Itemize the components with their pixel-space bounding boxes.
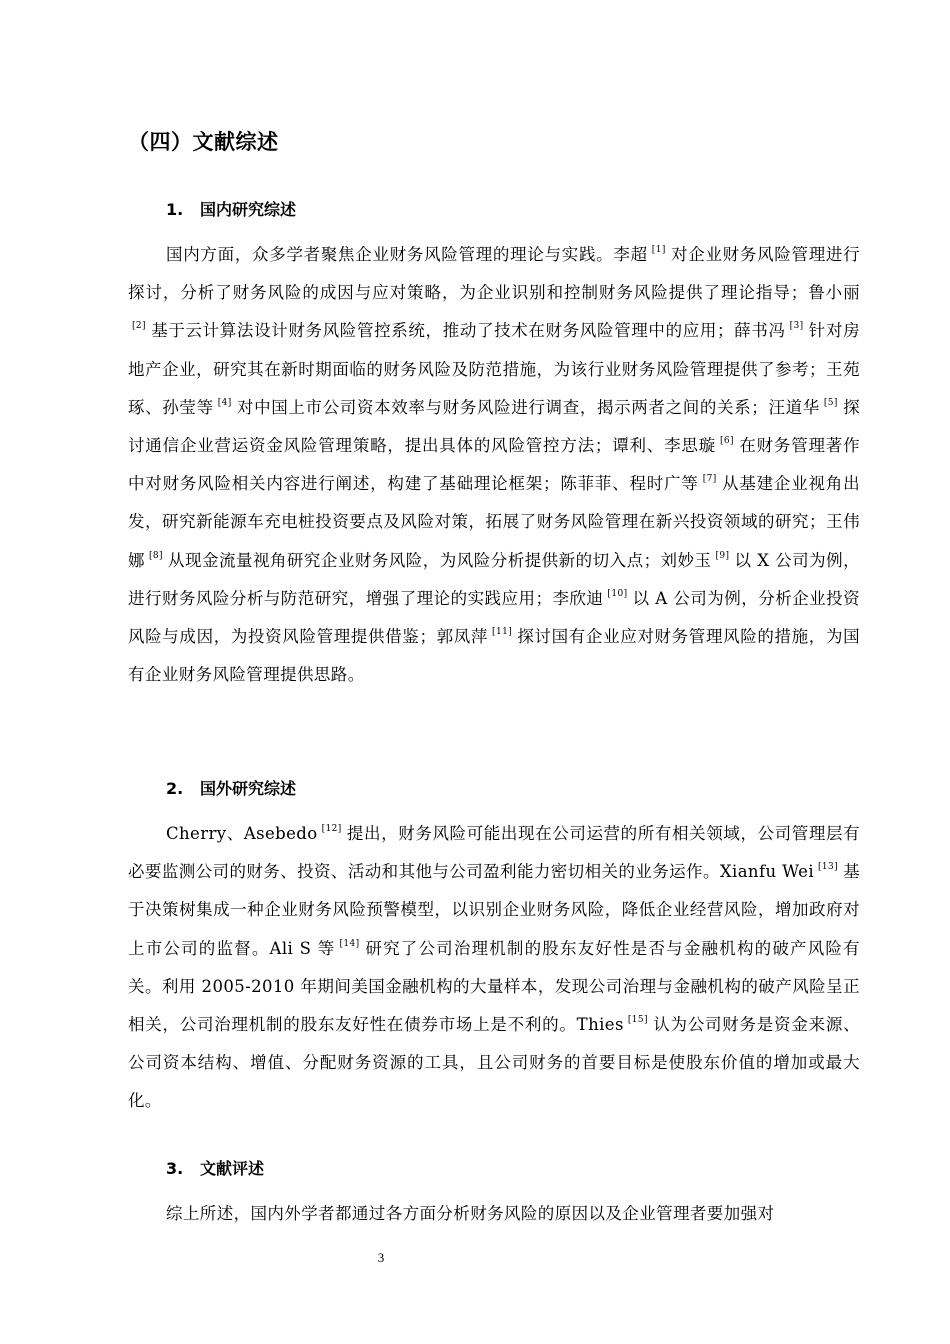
subheading-title: 文献评述 <box>200 1159 265 1178</box>
citation-marker: [1] <box>651 245 666 255</box>
subheading-literature-review <box>166 1156 264 1182</box>
citation-marker: [8] <box>148 550 163 561</box>
paragraph-text: 以 X 公司为例，进行财务风险分析与防范研究，增强了理论的实践应用；李欣迪 <box>128 550 860 608</box>
paragraph-text: 研究了公司治理机制的股东友好性是否与金融机构的破产风险有关。利用 2005-2010 年期间美国金融机构的大量样本，发现公司治理与金融机构的破产风险呈正相关，公司治理机制的股东友好性在债券市场上是不利的。Thies <box>128 938 861 1035</box>
paragraph-text: 从现金流量视角研究企业财务风险，为风险分析提供新的切入点；刘妙玉 <box>167 550 712 570</box>
citation-marker: [7] <box>702 474 717 485</box>
subheading-number: 1. <box>166 200 184 219</box>
subheading-number: 2. <box>166 779 184 798</box>
paragraph-text: 探讨通信企业营运资金风险管理策略，提出具体的风险管控方法；谭利、李思璇 <box>128 397 860 456</box>
citation-marker: [9] <box>715 550 730 561</box>
subheading-title: 国内研究综述 <box>200 200 297 219</box>
paragraph-text: 综上所述，国内外学者都通过各方面分析财务风险的原因以及企业管理者要加强对 <box>166 1204 775 1223</box>
subheading-domestic <box>166 197 296 223</box>
citation-marker: [5] <box>823 397 838 408</box>
citation-marker: [2] <box>132 321 146 332</box>
paragraph-text: 对企业财务风险管理进行探讨，分析了财务风险的成因与应对策略，为企业识别和控制财务风险提供了理论指导；鲁小丽 <box>128 245 861 303</box>
paragraph-domestic-review <box>128 236 860 694</box>
paragraph-text: 基于云计算法设计财务风险管控系统，推动了技术在财务风险管理中的应用；薛书冯 <box>150 321 786 341</box>
subheading-foreign <box>166 776 296 802</box>
page-number: 3 <box>377 1250 385 1265</box>
citation-marker: [12] <box>321 824 342 834</box>
paragraph-text: 探讨国有企业应对财务管理风险的措施，为国有企业财务风险管理提供思路。 <box>128 627 860 685</box>
citation-marker: [11] <box>492 627 513 638</box>
paragraph-text: 国内方面，众多学者聚焦企业财务风险管理的理论与实践。李超 <box>166 245 648 264</box>
citation-marker: [14] <box>339 938 360 949</box>
paragraph-text: 提出，财务风险可能出现在公司运营的所有相关领域，公司管理层有必要监测公司的财务、投资、活动和其他与公司盈利能力密切相关的业务运作。Xianfu Wei <box>128 824 861 882</box>
citation-marker: [10] <box>607 588 628 599</box>
citation-marker: [13] <box>818 862 839 873</box>
paragraph-literature-review <box>128 1195 860 1233</box>
paragraph-text: 针对房地产企业，研究其在新时期面临的财务风险及防范措施，为该行业财务风险管理提供了参考；王苑琢、孙莹等 <box>128 321 860 417</box>
citation-marker: [4] <box>217 397 232 408</box>
paragraph-foreign-review <box>128 815 860 1121</box>
paragraph-text: 基于决策树集成一种企业财务风险预警模型，以识别企业财务风险，降低企业经营风险，增加政府对上市公司的监督。Ali S 等 <box>128 862 861 958</box>
paragraph-text: 认为公司财务是资金来源、公司资本结构、增值、分配财务资源的工具，且公司财务的首要目标是使股东价值的增加或最大化。 <box>128 1015 860 1111</box>
citation-marker: [6] <box>719 436 734 447</box>
section-heading: （四）文献综述 <box>128 130 279 154</box>
paragraph-text: 在财务管理著作中对财务风险相关内容进行阐述，构建了基础理论框架；陈菲菲、程时广等 <box>128 436 860 494</box>
paragraph-text: 从基建企业视角出发，研究新能源车充电桩投资要点及风险对策，拓展了财务风险管理在新兴投资领域的研究；王伟娜 <box>128 474 861 570</box>
citation-marker: [15] <box>627 1015 648 1026</box>
paragraph-text: Cherry、Asebedo <box>166 824 318 843</box>
subheading-title: 国外研究综述 <box>200 779 297 798</box>
citation-marker: [3] <box>789 321 804 332</box>
paragraph-text: 以 A 公司为例，分析企业投资风险与成因，为投资风险管理提供借鉴；郭凤萍 <box>128 588 861 647</box>
paragraph-text: 对中国上市公司资本效率与财务风险进行调查，揭示两者之间的关系；汪道华 <box>236 397 820 417</box>
subheading-number: 3. <box>166 1159 184 1178</box>
